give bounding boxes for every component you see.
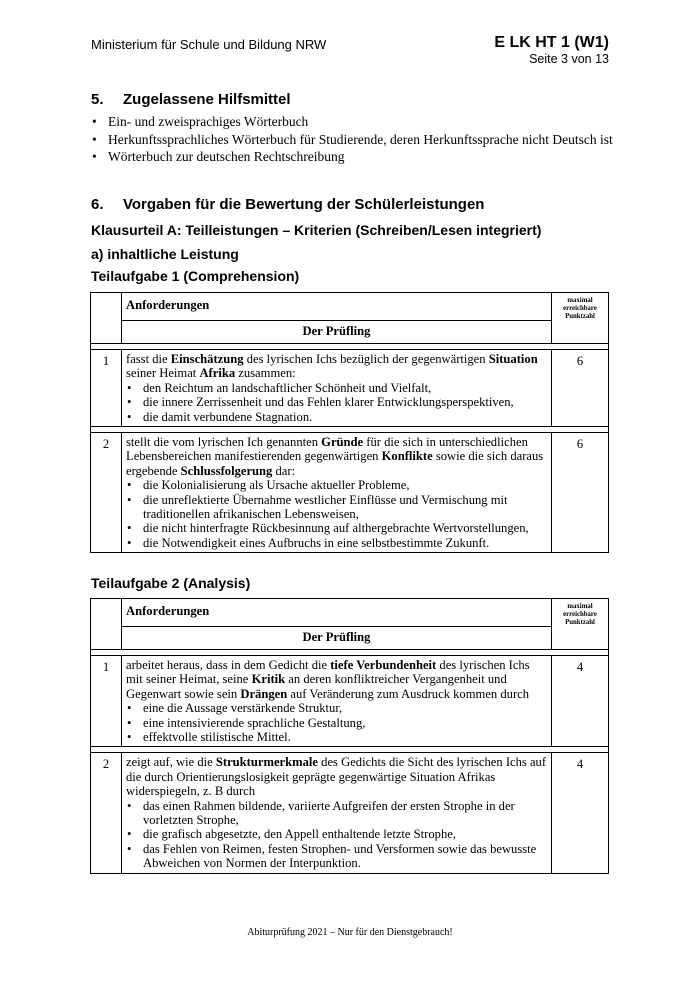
examinee-header: Der Prüfling: [122, 627, 552, 650]
page-number: Seite 3 von 13: [529, 52, 609, 66]
list-item: • das Fehlen von Reimen, festen Strophen- und Versformen sowie das bewusste Abweichen von Normen der Interpunktion.: [126, 842, 547, 871]
list-item: • die nicht hinterfragte Rückbesinnung auf althergebrachte Wertvorstellungen,: [126, 521, 547, 535]
list-item: • die grafisch abgesetzte, den Appell enthaltende letzte Strophe,: [126, 827, 547, 841]
row-points: 6: [552, 350, 609, 427]
list-item: • die Kolonialisierung als Ursache aktueller Probleme,: [126, 478, 547, 492]
section-6-heading: [91, 196, 484, 213]
section-5-title: Zugelassene Hilfsmittel: [123, 91, 291, 108]
list-item: • die damit verbundene Stagnation.: [126, 410, 547, 424]
task-2-title: Teilaufgabe 2 (Analysis): [91, 575, 251, 591]
table-row: [91, 753, 609, 873]
list-item: • die innere Zerrissenheit und das Fehlen klarer Entwicklungsperspektiven,: [126, 395, 547, 409]
examinee-header: Der Prüfling: [122, 321, 552, 344]
empty-header-cell: [91, 293, 122, 344]
section-6-title: Vorgaben für die Bewertung der Schülerleistungen: [123, 196, 485, 213]
list-item: • die unreflektierte Übernahme westlicher Einflüsse und Vermischung mit traditionellen afrikanischen Lebensweisen,: [126, 493, 547, 522]
page-footer: Abiturprüfung 2021 – Nur für den Dienstgebrauch!: [247, 927, 453, 938]
row-points: 4: [552, 656, 609, 747]
list-item: • eine die Aussage verstärkende Struktur,: [126, 701, 547, 715]
criterion-bullets: [126, 799, 547, 871]
list-item: • eine intensivierende sprachliche Gestaltung,: [126, 716, 547, 730]
exam-header: [494, 34, 609, 67]
criterion-bullets: [126, 381, 547, 424]
criterion-bullets: [126, 478, 547, 550]
row-points: 4: [552, 753, 609, 873]
content-performance-label: a) inhaltliche Leistung: [91, 246, 239, 262]
criterion-text: zeigt auf, wie die Strukturmerkmale des Gedichts die Sicht des lyrischen Ichs auf die durch Orientierungslosigkeit geprägte gegenwärtige Situation Afrikas widerspiegeln, z. B durch • das einen Rahmen bildende, variierte Aufgreifen der ersten Strophe in der vorletzten Strophe, • die grafisch abgesetzte, den Appell enthaltende letzte Strophe, • das Fehlen von Reimen, festen Strophen- und Versformen sowie das bewusste Abweichen von Normen der Interpunktion.: [122, 753, 552, 873]
task-1-table: [90, 292, 609, 553]
max-points-header: maximal erreichbare Punktzahl: [552, 599, 609, 650]
list-item: • die Notwendigkeit eines Aufbruchs in eine selbstbestimmte Zukunft.: [126, 536, 547, 550]
section-5-heading: [91, 91, 291, 108]
criterion-bullets: [126, 701, 547, 744]
requirements-header: Anforderungen: [122, 599, 552, 627]
exam-code: E LK HT 1 (W1): [494, 34, 609, 51]
section-5-number: 5.: [91, 91, 104, 108]
row-number: 2: [91, 433, 122, 553]
list-item: • Wörterbuch zur deutschen Rechtschreibung: [91, 148, 613, 166]
table-row: [91, 350, 609, 427]
section-6-number: 6.: [91, 196, 104, 213]
exam-part-subtitle: Klausurteil A: Teilleistungen – Kriterien (Schreiben/Lesen integriert): [91, 222, 542, 238]
task-2-table: [90, 598, 609, 874]
empty-header-cell: [91, 599, 122, 650]
row-points: 6: [552, 433, 609, 553]
criterion-text: stellt die vom lyrischen Ich genannten Gründe für die sich in unterschiedlichen Lebensbereichen manifestierenden gegenwärtigen Konflikte sowie die sich daraus ergebende Schlussfolgerung dar: • die Kolonialisierung als Ursache aktueller Probleme, • die unreflektierte Übernahme westlicher Einflüsse und Vermischung mit traditionellen afrikanischen Lebensweisen, • die nicht hinterfragte Rückbesinnung auf althergebrachte Wertvorstellungen, • die Notwendigkeit eines Aufbruchs in eine selbstbestimmte Zukunft.: [122, 433, 552, 553]
ministry-name: Ministerium für Schule und Bildung NRW: [91, 37, 327, 52]
criterion-text: arbeitet heraus, dass in dem Gedicht die tiefe Verbundenheit des lyrischen Ichs mit seiner Heimat, seine Kritik an deren konfliktreicher Vergangenheit und Gegenwart sowie sein Drängen auf Veränderung zum Ausdruck kommen durch • eine die Aussage verstärkende Struktur, • eine intensivierende sprachliche Gestaltung, • effektvolle stilistische Mittel.: [122, 656, 552, 747]
list-item: • effektvolle stilistische Mittel.: [126, 730, 547, 744]
list-item: • den Reichtum an landschaftlicher Schönheit und Vielfalt,: [126, 381, 547, 395]
aids-list: [91, 113, 613, 166]
requirements-header: Anforderungen: [122, 293, 552, 321]
row-number: 2: [91, 753, 122, 873]
list-item: • Ein- und zweisprachiges Wörterbuch: [91, 113, 613, 131]
criterion-text: fasst die Einschätzung des lyrischen Ichs bezüglich der gegenwärtigen Situation seiner Heimat Afrika zusammen: • den Reichtum an landschaftlicher Schönheit und Vielfalt, • die innere Zerrissenheit und das Fehlen klarer Entwicklungsperspektiven, • die damit verbundene Stagnation.: [122, 350, 552, 427]
max-points-header: maximal erreichbare Punktzahl: [552, 293, 609, 344]
row-number: 1: [91, 656, 122, 747]
task-1-title: Teilaufgabe 1 (Comprehension): [91, 268, 300, 284]
table-row: [91, 433, 609, 553]
row-number: 1: [91, 350, 122, 427]
list-item: • das einen Rahmen bildende, variierte Aufgreifen der ersten Strophe in der vorletzten Strophe,: [126, 799, 547, 828]
list-item: • Herkunftssprachliches Wörterbuch für Studierende, deren Herkunftssprache nicht Deutsch ist: [91, 131, 613, 149]
table-row: [91, 656, 609, 747]
